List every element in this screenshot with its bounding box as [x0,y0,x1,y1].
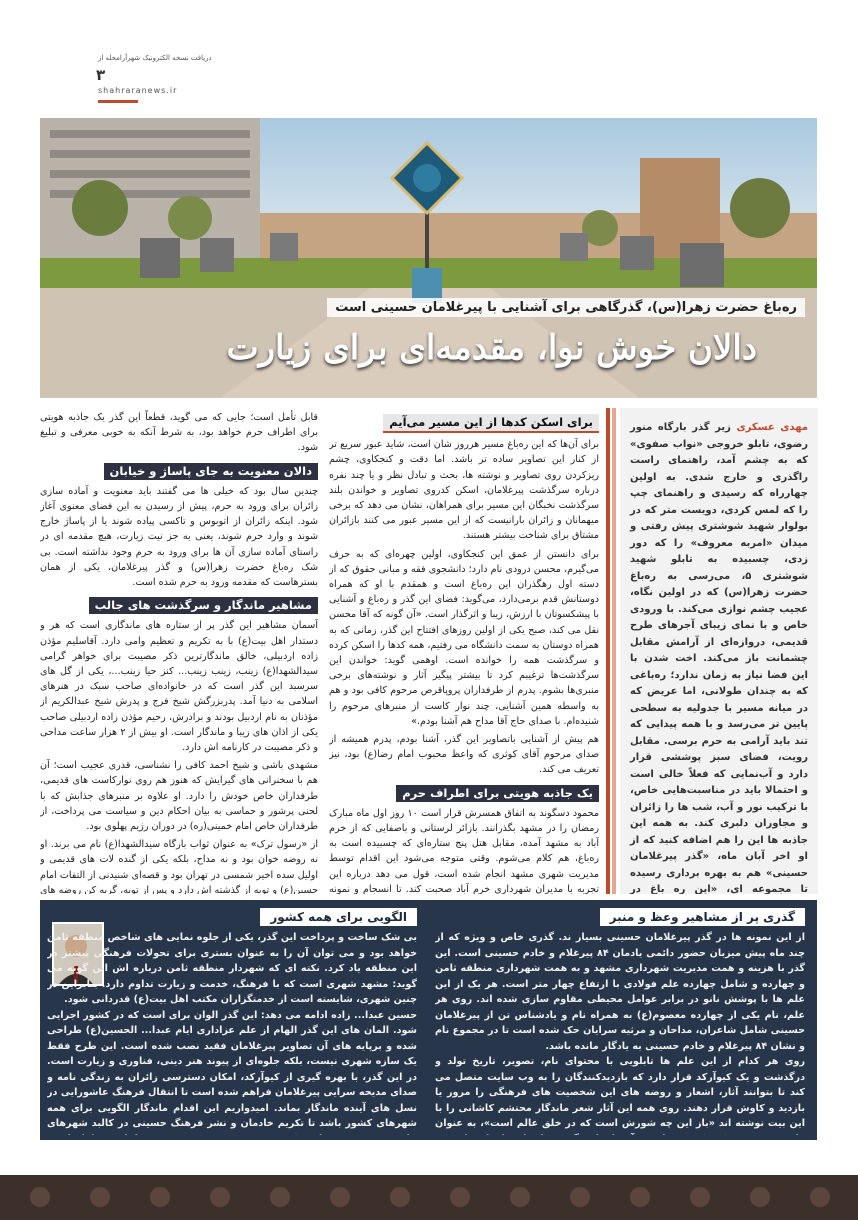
hero-subtitle: ره‌باغ حضرت زهرا(س)، گذرگاهی برای آشنایی با پیرغلامان حسینی است [327,298,805,317]
sidebar-intro [620,408,818,894]
page-note: دریافت نسخه الکترونیک شهرآرامحله از [98,54,212,62]
section-heading: دالان معنویت به جای پاساژ و خیابان [104,463,318,480]
section-heading: یک جاذبه هویتی برای اطراف حرم [396,785,599,802]
paragraph: آسمان مشاهیر این گذر پر از ستاره های ماندگاری است که هر و دستدار اهل بیت(ع) با به تکریم و تعظیم وامی دارد. آقاسلیم مؤذن زاده اردبیلی، خالق ماندگارترین ذکر مصیبت برای خواهر گرامی سیدالشهدا(ع) زینب، زینب زینب... کنز حیا زینب...، یکی از گل های سرسبد این گذر است که در خانواده‌ای صاحب سبک در هنرهای اسلامی به دنیا آمد. پدربزرگش شیخ فرج و پدرش شیخ عبدالکریم از مؤذنان به نام اردبیل بودند و برادرش، رحیم مؤذن زاده اردبیلی صاحب یکی از اذان های زیبا و ماندگار است. او بیش از ۲ هزار ساعت مداحی و ذکر مصیبت در کارنامه اش دارد. [40,620,318,754]
header-stripe [98,100,138,103]
panel-text-right: از این نمونه ها در گذر پیرغلامان حسینی بسیار ند. گذری خاص و ویژه که از چند ماه پیش میزبان حضور دائمی یادمان ۸۴ پیرغلام و خادم حسینی است. این گذر با هزینه و همت مدیریت شهرداری مشهد و به همت شهرداری منطقه ثامن و چهارده و شامل چهارده علم فولادی با ارتفاع چهار متر است. هر یک از این علم ها با پوشش نانو در برابر عوامل محیطی مقاوم سازی شده اند. روی هر علم، نام یکی از چهارده معصوم(ع) به همراه نام و یادشناس تن از پیرغلامان حسینی شامل شاعران، مداحان و مرثیه سرایان حک شده است تا در مجموع نام و نشان ۸۴ پیرغلام و خادم حسینی به یادگار مانده باشد. روی هر کدام از این علم ها تابلویی با محتوای نام، تصویر، تاریخ تولد و درگذشت و یک کیوآرکد قرار دارد که بازدیدکنندگان را به وب سایت متصل می کند تا بتوانند آثار، اشعار و روضه های این شخصیت های فرهنگی را مرور یا بازدید و کاوش قرار دهند. روی همه این آثار شعر ماندگار محتشم کاشانی را با این بیت نوشته اند «باز این چه شورش است که در خلق عالم است»، به عنوان [435,932,805,1129]
section-heading: مشاهیر ماندگار و سرگذشت های جالب [89,597,318,614]
paragraph: مشهدی باشی و شیخ احمد کافی را نشناسی، قدری عجیب است؛ آن هم با سخنرانی های گیرایش که هنوز هم روی نوارکاست های قدیمی، طرفداران خاص خودش را دارد. او علاوه بر منبرهای جذابش که با لحنی پرشور و حماسی به بیان احکام دین و سیاست می پرداخت، از طرفداران خاص امام خمینی(ره) در دوران رژیم پهلوی بود. [40,760,318,833]
column-divider [612,408,616,894]
panel-heading-left: الگویی برای همه کشور [260,908,417,926]
paragraph: هم پیش از آشنایی باتصاویر این گذر، آشنا بودم، پدرم همیشه از صدای مرحوم آقای کوثری که واعظ محبوب امام رضا(ع) بود، نیز تعریف می کند. [329,734,599,776]
paragraph: قابل تأمل است؛ جایی که می گوید، قطعاً این گذر یک جاذبه هویتی برای اطراف حرم خواهد بود، به شرط آنکه به خوبی معرفی و تبلیغ شود. [40,412,318,454]
paragraph: محمود دسگوند به اتفاق همسرش قرار است ۱۰ روز اول ماه مبارک رمضان را در مشهد بگذرانند. بازائر لرستانی و باصفایی که از خرم آباد به مشهد آمده، مقابل هتل پنج ستاره‌ای که چسبیده است به ره‌باغ، هم کلام می‌شوم. وقتی متوجه می‌شود این اقدام توسط مدیریت شهری مشهد انجام شده است، قول می دهد درباره این تجربه با مدیران شهرداری خرم آباد صحبت کند. تا انسجام و نمونه [329,807,599,894]
hero-photo [40,118,817,398]
article-column-left [40,410,318,894]
column-divider [606,408,610,894]
section-heading: برای اسکن کدها از این مسیر می‌آیم [383,414,599,433]
panel-text-left: بی شک ساخت و پرداخت این گذر، یکی از جلوه نمایی های شاخص منطقه ثامن خواهد بود و می توان آن را به عنوان بستری برای تحولات فرهنگی بیشتر در این منطقه یاد کرد. نکته ای که شهردار منطقه ثامن درباره اش این گونه می گوید: مشهد شهری است که با فرهنگ، خدمت و زیارت تداوم دارد. بنابراین در چنین شهری، شایسته است از خدمتگزاران مکتب اهل بیت(ع) قدردانی شود. حسین عبدا... زاده ادامه می دهد: این گذر الوان برای است که در کشور اجرایی شود. المان های این گذر الهام از علم عزاداری ایام عبدا... الحسین(ع) طراحی شده و برپایه های آن تصاویر پیرغلامان فقید نصب شده است. این طرح فقط یک سازه شهری نیست، بلکه جلوه‌ای از پیوند هنر دینی، فناوری و زیارت است. در این گذر، با بهره گیری از کیوآرکد، امکان دسترسی زائران به زندگی نامه و صدای مدیحه سرایی پیرغلامان فراهم شده است تا انتقال فرهنگ عاشورایی در نسل های آینده ماندگار بماند. امیدواریم این اقدام ماندگار الگویی برای همه شهرهای کشور باشد تا تکریم خادمان و نشر فرهنگ حسینی در کالبد شهرهای [47,932,417,1129]
hero-title: دالان خوش نوا، مقدمه‌ای برای زیارت [226,328,757,368]
paragraph: برای آن‌ها که این ره‌باغ مسیر هرروز شان است، شاید عبور سریع تر از کنار این تصاویر ساده تر باشد. اما دقت و کنجکاوی، چشم ریزکردن روی تصاویر و نوشته ها، بحث و تبادل نظر و یا چند نفره درباره سرگذشت پیرغلامان، اسکن کدروی تصاویر و خواندن بلند سرگذشت نخبگان این مسیر برای همراهان، نشان می دهد که برخی میهمانان و زائران بارانیست که از این مسیر عبور می کنند بازائران مشتاق برای شناخت بیشتر هستند. [329,439,599,542]
paragraph: برای دانستن از عمق این کنجکاوی، اولین چهره‌ای که به حرف می‌گیرم، محسن درودی نام دارد؛ دانشجوی فقه و مبانی حقوق که از دسته اول رهگذران این ره‌باغ است و همقدم با او که همراه دوستانش قدم برمی‌دارد، می‌گوید: فضای این گذر و ره‌باغ و آشنایی با پیشکسوتان با ارزش، زیبا و اثرگذار است. «آن گونه که آقا محسن نقل می کند، صبح یکی از اولین روزهای افتتاح این گذر، زمانی که به همراه دوستان به سمت دانشگاه می رفتیم، همه کدها را اسکن کرده و سرگذشت همه را خوانده است. اوهمی گوید: خواندن این سرگذشت‌ها ترغیبم کرد تا بیشتر پیگیر آثار و نوشته‌های برخی منبری‌ها بشوم. پدرم از طرفداران پروپاقرص مرحوم کافی بود و هم به واسطه همین آشنایی، چند نوار کاست از منبرهای مرحوم را شنیده‌ام. با صدای حاج آقا مداح هم آشنا بودم.» [329,548,599,727]
footer-pattern [0,1175,858,1220]
intro-text: زیر گذر بارگاه منور رضوی، تابلو خروجی «نواب صفوی» که به چشم آمد، راهنمای راست راگذری و خارج شدی. به اولین چهارراه که رسیدی و راهنمای چپ را که لمس کردی، دویست متر که در بولوار شهید شوشتری پیش رفتی و میدان «امربه معروف» را که دور زدی، چسبیده به تابلو شهید شوشتری ۵، می‌رسی به ره‌باغ حضرت زهرا(س) که در اولین نگاه، عجیب چشم نوازی می‌کند. با ورودی خاص و با نمای زیبای آجرهای طرح قدیمی، دروازه‌ای از آرامش مقابل چشمانت باز می‌کند. اخت شدن با این فضا نیاز به زمان ندارد؛ ره‌باغی که به چندان طولانی، اما عریض که در میانه مسیر با جدولیه به سطحی پایین تر می‌رسد و با همه پیدایی که تند باید آرامی به حرم برسی. مقابل رویت، فضای سبز پوششی قرار دارد و آب‌نمایی که فعلاً خالی است و احتمالا باید در مناسبت‌هایی خاص، با ترکیب نور و آب، شب ها را زائران و مجاوران دلبری کند. به همه این جاذبه ها این را هم اضافه کنید که از او اخر آبان ماه، «گذر پیرغلامان حسینی» هم به بهره برداری رسیده تا مجموعه ای، «این ره باغ در [630,422,808,894]
author-name: مهدی عسکری [736,422,808,433]
article-column-middle [329,410,599,894]
panel-heading-right: گذری پر از مشاهیر وعظ و منبر [600,908,805,926]
bottom-panel [40,900,817,1140]
page-number: ۳ [96,66,106,84]
paragraph: از «رسول ترک» به عنوان ثواب بارگاه سیدالشهدا(ع) نام می برند. او نه روضه خوان بود و نه مداح، بلکه یکی از گنده لات های قدیمی و اولیل سده اخیر شمسی در تهران بود و قصه‌ای شنیدنی از التفات امام حسین(ع) و توبه از گذشته اش دارد و پس از توبه، گریه کن روضه های [40,839,318,894]
site-url[interactable]: shahraranews.ir [98,86,178,95]
paragraph: چندین سال بود که خیلی ها می گفتند باید معنویت و آماده سازی زائران برای ورود به حرم، پیش از رسیدن به این فضای معنوی آغاز شود. اینکه زائران از اتوبوس و تاکسی پیاده شوند یا از پاساژ خارج شوند و وارد حرم شوند، یعنی به جز نیت زیارت، هیچ مقدمه ای در راستای آماده سازی آن ها برای ورود به حرم وجود نداشته است. بی شک ره‌باغ حضرت زهرا(س) و گذر پیرغلامان، یکی از همان بسترهاست که مقدمه ورود به حرم شده است. [40,485,318,589]
